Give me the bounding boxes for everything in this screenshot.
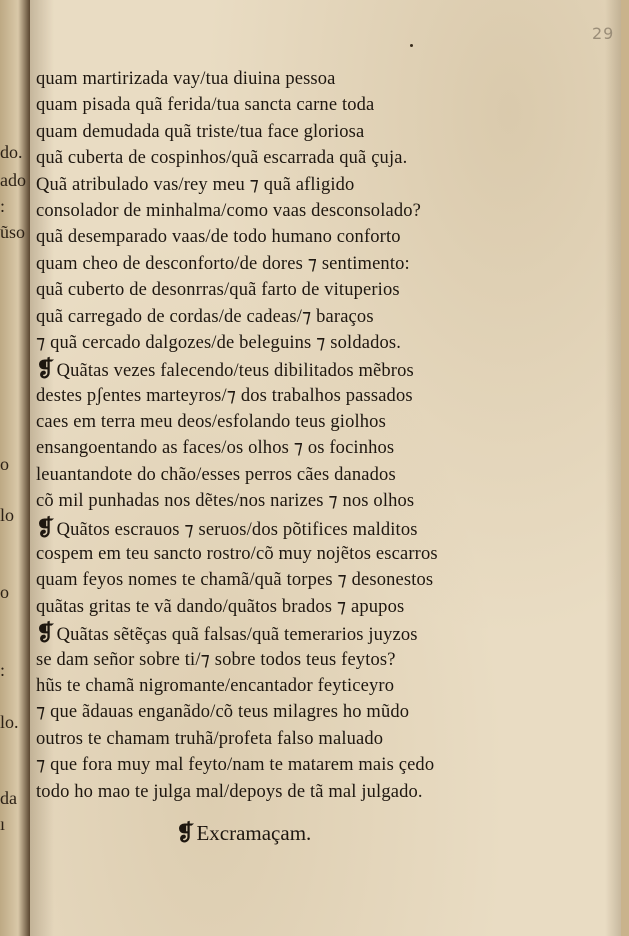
facing-page-edge (0, 0, 30, 936)
heading-text: Excramaçam. (196, 821, 312, 845)
verse-line: quam cheo de desconforto/de dores ⁊ sentimento: (36, 253, 410, 274)
book-page (30, 0, 629, 936)
verse-line: cospem em teu sancto rostro/cõ muy nojẽtos escarros (36, 544, 438, 565)
verse-line: quam feyos nomes te chamã/quã torpes ⁊ desonestos (36, 570, 434, 591)
margin-fragment: do. (0, 142, 23, 162)
pilcrow-icon: ❡ (176, 820, 195, 845)
verse-text (36, 66, 576, 805)
verse-line: quã desemparado vaas/de todo humano conforto (36, 227, 401, 248)
verse-line: ensangoentando as faces/os olhos ⁊ os focinhos (36, 438, 395, 459)
margin-fragment: o (0, 454, 9, 474)
verse-line: ⁊ que fora muy mal feyto/nam te matarem mais çedo (36, 755, 435, 776)
verse-line: cõ mil punhadas nos dẽtes/nos narizes ⁊ nos olhos (36, 491, 415, 512)
margin-fragment: ũso (0, 222, 26, 242)
margin-fragment: da (0, 788, 17, 808)
verse-line (36, 515, 576, 541)
verse-line: quam demudada quã triste/tua face gloriosa (36, 121, 365, 142)
margin-fragment: ado (0, 170, 26, 190)
section-heading (176, 820, 311, 846)
verse-line (36, 620, 576, 646)
verse-line: se dam señor sobre ti/⁊ sobre todos teus feytos? (36, 649, 396, 670)
verse-line: consolador de minhalma/como vaas desconsolado? (36, 200, 422, 221)
margin-fragment: lo (0, 505, 15, 525)
verse-line-text: Quãtas sẽtẽças quã falsas/quã temerarios juyzos (56, 625, 418, 646)
verse-line: quã cuberto de desonrras/quã farto de vituperios (36, 280, 400, 301)
margin-fragment: lo. (0, 712, 19, 732)
pilcrow-icon: ❡ (36, 514, 55, 540)
verse-line: outros te chamam truhã/profeta falso maluado (36, 728, 384, 749)
verse-line: quãtas gritas te vã dando/quãtos brados ⁊ apupos (36, 596, 405, 617)
pilcrow-icon: ❡ (36, 620, 55, 646)
verse-line-text: Quãtas vezes falecendo/teus dibilitados mẽbros (56, 361, 414, 382)
margin-fragment: o (0, 582, 9, 602)
margin-fragment: ı (0, 814, 6, 834)
verse-line: caes em terra meu deos/esfolando teus giolhos (36, 412, 386, 433)
margin-fragment: : (0, 660, 6, 680)
verse-line: ⁊ que ãdauas enganãdo/cõ teus milagres ho mũdo (36, 702, 410, 723)
verse-line: quã carregado de cordas/de cadeas/⁊ baraços (36, 306, 374, 327)
verse-line: quam martirizada vay/tua diuina pessoa (36, 69, 336, 89)
verse-line: leuantandote do chão/esses perros cães danados (36, 464, 396, 485)
verse-line: ⁊ quã cercado dalgozes/de beleguins ⁊ soldados. (36, 332, 402, 353)
folio-number: 29 (592, 24, 615, 43)
verse-line: destes pʃentes marteyros/⁊ dos trabalhos passados (36, 385, 413, 406)
verse-line: Quã atribulado vas/rey meu ⁊ quã afligido (36, 174, 355, 195)
ink-speck (410, 44, 413, 47)
verse-line-text: Quãtos escrauos ⁊ seruos/dos põtifices malditos (56, 519, 418, 540)
verse-line (36, 356, 576, 382)
verse-line: quã cuberta de cospinhos/quã escarrada quã çuja. (36, 148, 408, 169)
verse-line: quam pisada quã ferida/tua sancta carne toda (36, 95, 375, 116)
verse-line: todo ho mao te julga mal/depoys de tã mal julgado. (36, 781, 423, 802)
page-edge (621, 0, 629, 936)
pilcrow-icon: ❡ (36, 356, 55, 382)
verse-line: hũs te chamã nigromante/encantador feyticeyro (36, 675, 395, 696)
margin-fragment: : (0, 196, 6, 216)
